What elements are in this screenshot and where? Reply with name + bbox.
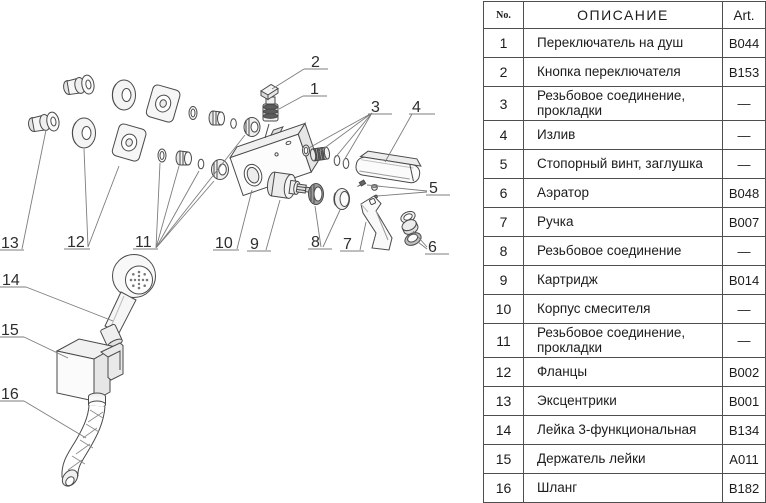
table-row — [484, 208, 766, 237]
part-description: Стопорный винт, заглушка — [524, 150, 723, 179]
table-row — [484, 387, 766, 416]
part-no: 7 — [484, 208, 524, 237]
table-row — [484, 237, 766, 266]
part-art: B048 — [723, 179, 766, 208]
part-art: — — [723, 150, 766, 179]
part-art: B007 — [723, 208, 766, 237]
part-no: 11 — [484, 324, 524, 358]
table-row — [484, 445, 766, 474]
table-row — [484, 29, 766, 58]
table-row — [484, 179, 766, 208]
part-label-9: 9 — [250, 236, 259, 253]
part-label-12: 12 — [67, 234, 85, 251]
part-no: 6 — [484, 179, 524, 208]
part-label-1: 1 — [310, 81, 319, 98]
part-no: 15 — [484, 445, 524, 474]
part-label-4: 4 — [412, 99, 421, 116]
table-row — [484, 121, 766, 150]
part-description: Фланцы — [524, 358, 723, 387]
parts-table-grid — [483, 1, 766, 503]
part-label-8: 8 — [311, 234, 320, 251]
table-row — [484, 324, 766, 358]
part-description: Переключатель на душ — [524, 29, 723, 58]
part-description: Аэратор — [524, 179, 723, 208]
part-description: Картридж — [524, 266, 723, 295]
part-art: — — [723, 121, 766, 150]
part-description: Резьбовое соединение, прокладки — [524, 87, 723, 121]
col-header-no: No. — [484, 2, 524, 29]
part-no: 12 — [484, 358, 524, 387]
part-4-spout — [355, 150, 422, 184]
part-art: — — [723, 87, 766, 121]
table-row — [484, 266, 766, 295]
part-art: B182 — [723, 474, 766, 503]
part-description: Излив — [524, 121, 723, 150]
part-art: — — [723, 237, 766, 266]
table-header-row — [484, 2, 766, 29]
table-row — [484, 58, 766, 87]
part-no: 16 — [484, 474, 524, 503]
part-label-2: 2 — [311, 54, 320, 71]
part-art: B044 — [723, 29, 766, 58]
part-no: 14 — [484, 416, 524, 445]
part-16-hose — [59, 393, 105, 489]
table-row — [484, 358, 766, 387]
table-row — [484, 295, 766, 324]
parts-table — [483, 1, 765, 503]
part-description: Корпус смесителя — [524, 295, 723, 324]
part-label-11: 11 — [135, 234, 152, 251]
col-header-description: ОПИСАНИЕ — [524, 2, 723, 29]
part-description: Эксцентрики — [524, 387, 723, 416]
part-label-10: 10 — [215, 235, 233, 252]
part-description: Держатель лейки — [524, 445, 723, 474]
part-15-holder — [57, 339, 123, 401]
part-label-14: 14 — [2, 272, 20, 289]
col-header-art: Art. — [723, 2, 766, 29]
part-description: Шланг — [524, 474, 723, 503]
part-art: A011 — [723, 445, 766, 474]
part-no: 8 — [484, 237, 524, 266]
part-14-shower-head — [100, 255, 155, 350]
part-no: 3 — [484, 87, 524, 121]
table-row — [484, 150, 766, 179]
table-row — [484, 416, 766, 445]
part-no: 2 — [484, 58, 524, 87]
table-row — [484, 87, 766, 121]
part-description: Кнопка переключателя — [524, 58, 723, 87]
part-no: 4 — [484, 121, 524, 150]
part-5-screw-plug — [358, 180, 378, 198]
part-label-7: 7 — [343, 236, 352, 253]
table-row — [484, 474, 766, 503]
part-label-3: 3 — [371, 99, 380, 116]
part-label-15: 15 — [1, 322, 19, 339]
part-label-6: 6 — [428, 239, 437, 256]
part-no: 1 — [484, 29, 524, 58]
part-art: B134 — [723, 416, 766, 445]
part-8-connection-rings — [309, 184, 350, 210]
part-no: 10 — [484, 295, 524, 324]
part-6-aerator — [399, 209, 423, 248]
part-art: — — [723, 324, 766, 358]
part-no: 5 — [484, 150, 524, 179]
part-description: Лейка 3-функциональная — [524, 416, 723, 445]
part-art: B001 — [723, 387, 766, 416]
part-label-5: 5 — [429, 180, 438, 197]
part-9-cartridge — [266, 171, 311, 201]
part-description: Резьбовое соединение — [524, 237, 723, 266]
part-art: B153 — [723, 58, 766, 87]
part-art: B014 — [723, 266, 766, 295]
part-label-13: 13 — [1, 235, 19, 252]
part-label-16: 16 — [1, 386, 19, 403]
part-art: B002 — [723, 358, 766, 387]
part-description: Ручка — [524, 208, 723, 237]
part-no: 9 — [484, 266, 524, 295]
part-no: 13 — [484, 387, 524, 416]
part-description: Резьбовое соединение, прокладки — [524, 324, 723, 358]
part-art: — — [723, 295, 766, 324]
